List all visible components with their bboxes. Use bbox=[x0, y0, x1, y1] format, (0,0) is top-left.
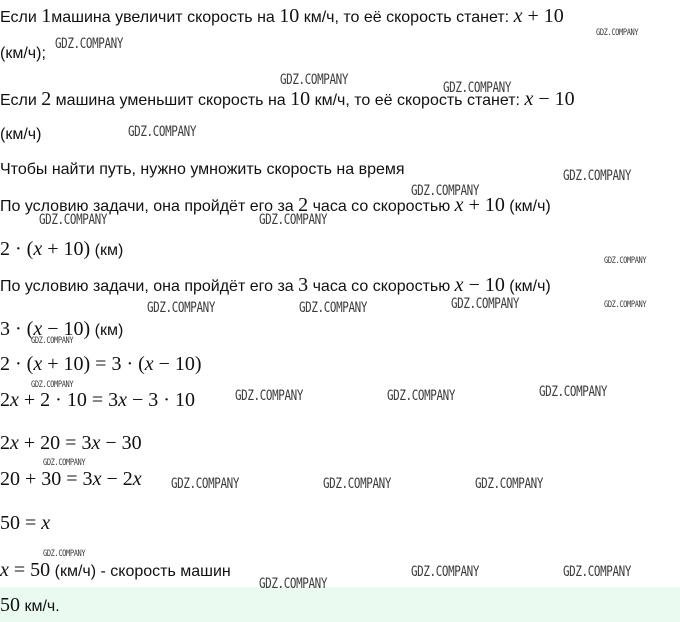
text: (км) bbox=[90, 242, 124, 259]
math-variable: x bbox=[33, 318, 43, 340]
math-number: 2 bbox=[41, 88, 52, 110]
math-expression: 3 · ( bbox=[0, 318, 34, 340]
watermark: GDZ.COMPANY bbox=[31, 380, 74, 390]
watermark: GDZ.COMPANY bbox=[411, 183, 480, 199]
watermark: GDZ.COMPANY bbox=[411, 564, 480, 580]
watermark: GDZ.COMPANY bbox=[563, 168, 632, 184]
watermark: GDZ.COMPANY bbox=[299, 300, 368, 316]
solution-line-13 bbox=[0, 469, 142, 491]
math-expression: − 10 bbox=[533, 88, 575, 110]
math-variable: x bbox=[10, 432, 19, 454]
text: (км/ч) bbox=[0, 126, 42, 143]
math-variable: x bbox=[33, 353, 43, 375]
answer-line bbox=[0, 595, 60, 617]
math-expression: − 3 · 10 bbox=[127, 389, 195, 411]
watermark: GDZ.COMPANY bbox=[55, 36, 124, 52]
math-number: 2 bbox=[298, 194, 309, 216]
math-expression: + 10 bbox=[522, 5, 564, 27]
math-variable: x bbox=[524, 88, 534, 110]
answer-highlight bbox=[0, 587, 680, 622]
math-variable: x bbox=[132, 468, 142, 490]
watermark: GDZ.COMPANY bbox=[147, 300, 216, 316]
math-variable: x bbox=[513, 5, 523, 27]
solution-line-5 bbox=[0, 160, 405, 180]
watermark: GDZ.COMPANY bbox=[443, 80, 512, 96]
watermark: GDZ.COMPANY bbox=[43, 549, 86, 559]
math-expression: − 10) bbox=[42, 318, 91, 340]
math-variable: x bbox=[454, 274, 464, 296]
watermark: GDZ.COMPANY bbox=[259, 576, 328, 592]
watermark: GDZ.COMPANY bbox=[451, 296, 520, 312]
text: км/ч, то её скорость станет: bbox=[310, 92, 525, 109]
solution-line-10 bbox=[0, 354, 202, 376]
math-expression: − 2 bbox=[101, 468, 133, 490]
text: (км/ч); bbox=[0, 45, 46, 62]
text: км/ч, то её скорость станет: bbox=[299, 9, 514, 26]
math-variable: x bbox=[91, 432, 101, 454]
text: машина увеличит скорость на bbox=[51, 9, 280, 26]
watermark: GDZ.COMPANY bbox=[31, 336, 74, 346]
math-expression: + 10) bbox=[42, 238, 91, 260]
solution-line-14 bbox=[0, 513, 50, 535]
math-expression: − 10) bbox=[153, 353, 202, 375]
watermark: GDZ.COMPANY bbox=[128, 124, 197, 140]
watermark: GDZ.COMPANY bbox=[604, 300, 647, 310]
text: машина уменьшит скорость на bbox=[51, 92, 291, 109]
math-expression: 2 · ( bbox=[0, 353, 34, 375]
solution-line-15 bbox=[0, 560, 231, 582]
text: (км) bbox=[90, 322, 124, 339]
watermark: GDZ.COMPANY bbox=[475, 476, 544, 492]
solution-line-1 bbox=[0, 6, 564, 28]
math-number: 1 bbox=[41, 5, 52, 27]
watermark: GDZ.COMPANY bbox=[259, 212, 328, 228]
math-variable: x bbox=[10, 389, 19, 411]
math-variable: x bbox=[0, 559, 9, 581]
math-number: 10 bbox=[279, 5, 300, 27]
text: Чтобы найти путь, нужно умножить скорость на время bbox=[0, 161, 405, 178]
text: (км/ч) - скорость машин bbox=[50, 563, 231, 580]
watermark: GDZ.COMPANY bbox=[280, 72, 349, 88]
math-number: 3 bbox=[298, 274, 309, 296]
watermark: GDZ.COMPANY bbox=[235, 388, 304, 404]
math-expression: 50 = bbox=[0, 512, 42, 534]
text: Если bbox=[0, 9, 42, 26]
math-variable: x bbox=[33, 238, 43, 260]
solution-line-7 bbox=[0, 239, 123, 261]
watermark: GDZ.COMPANY bbox=[539, 384, 608, 400]
solution-line-12 bbox=[0, 433, 142, 455]
solution-line-4 bbox=[0, 125, 41, 145]
watermark: GDZ.COMPANY bbox=[563, 564, 632, 580]
math-expression: + 10 bbox=[463, 194, 505, 216]
math-variable: x bbox=[454, 194, 464, 216]
math-expression: + 20 = 3 bbox=[18, 432, 92, 454]
text: (км/ч) bbox=[504, 198, 551, 215]
math-expression: 2 · ( bbox=[0, 238, 34, 260]
math-variable: x bbox=[118, 389, 127, 411]
text: (км/ч) bbox=[504, 278, 551, 295]
answer-unit: км/ч. bbox=[20, 598, 60, 615]
math-variable: x bbox=[92, 468, 102, 490]
math-number: 2 bbox=[0, 432, 10, 454]
math-expression: = 50 bbox=[8, 559, 51, 581]
answer-number: 50 bbox=[0, 594, 20, 616]
math-number: 10 bbox=[290, 88, 311, 110]
watermark: GDZ.COMPANY bbox=[171, 476, 240, 492]
math-expression: + 2 · 10 = 3 bbox=[18, 389, 119, 411]
math-variable: x bbox=[144, 353, 154, 375]
text: часа со скоростью bbox=[308, 198, 455, 215]
watermark: GDZ.COMPANY bbox=[323, 476, 392, 492]
math-number: 2 bbox=[0, 389, 10, 411]
math-expression: + 10) = 3 · ( bbox=[42, 353, 145, 375]
text: часа со скоростью bbox=[308, 278, 455, 295]
solution-line-2 bbox=[0, 44, 46, 64]
math-variable: x bbox=[41, 512, 51, 534]
math-expression: 20 + 30 = 3 bbox=[0, 468, 93, 490]
text: По условию задачи, она пройдёт его за bbox=[0, 278, 299, 295]
watermark: GDZ.COMPANY bbox=[43, 458, 86, 468]
math-expression: − 10 bbox=[463, 274, 505, 296]
watermark: GDZ.COMPANY bbox=[387, 388, 456, 404]
text: Если bbox=[0, 92, 42, 109]
watermark: GDZ.COMPANY bbox=[604, 256, 647, 266]
text: По условию задачи, она пройдёт его за bbox=[0, 198, 299, 215]
solution-line-11 bbox=[0, 390, 195, 412]
solution-line-8 bbox=[0, 275, 551, 297]
watermark: GDZ.COMPANY bbox=[596, 28, 639, 38]
math-expression: − 30 bbox=[100, 432, 142, 454]
watermark: GDZ.COMPANY bbox=[39, 212, 108, 228]
